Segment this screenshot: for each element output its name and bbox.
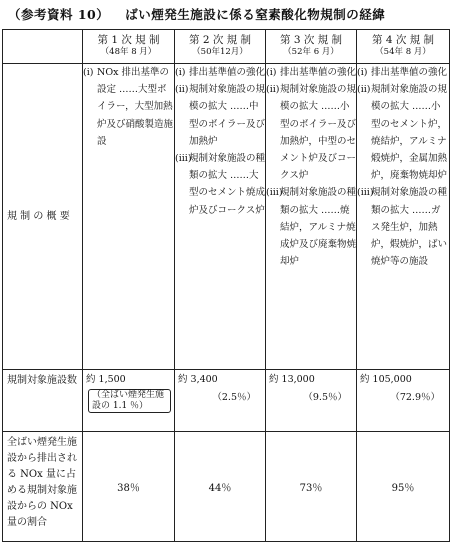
- overview-item: (i) 排出基準値の強化: [357, 67, 448, 78]
- overview-cell-4: [357, 64, 450, 370]
- column-header-3: 第 3 次 規 制 （52年 6 月）: [266, 30, 357, 64]
- column-header-2: 第 2 次 規 制 （50年12月）: [175, 30, 266, 64]
- title-prefix: （参考資料 10）: [8, 7, 110, 22]
- overview-item: (ii) 規制対象施設の規模の拡大 ……小型のセメント炉，焼結炉，アルミナ煅焼炉，金属加熱炉，廃棄物焼却炉: [357, 84, 448, 182]
- share-cell-1: 38％: [83, 432, 175, 542]
- overview-row: [3, 64, 450, 370]
- overview-cell-3: [266, 64, 357, 370]
- count-percent: （2.5％）: [212, 392, 256, 403]
- overview-item: (i) 排出基準値の強化: [175, 67, 266, 78]
- overview-item: (i) 排出基準値の強化: [266, 67, 357, 78]
- overview-item: (i) NOx 排出基準の設定 ……大型ボイラー，大型加熱炉及び硝酸製造施設: [83, 67, 174, 147]
- overview-item: (iii) 規制対象施設の種類の拡大 ……大型のセメント焼成炉及びコークス炉: [175, 153, 266, 216]
- overview-item: (iii) 規制対象施設の種類の拡大 ……ガス発生炉，加熱炉，煆焼炉，ばい焼炉等の施設: [357, 187, 448, 268]
- title-text: ばい煙発生施設に係る窒素酸化物規制の経緯: [125, 7, 386, 22]
- count-cell-2: [175, 370, 266, 432]
- overview-item: (ii) 規制対象施設の規模の拡大 ……中型のボイラー及び加熱炉: [175, 84, 266, 147]
- header-empty-cell: [3, 30, 83, 64]
- count-note: （全ばい煙発生施設の 1.1 ％）: [88, 389, 171, 413]
- count-cell-1: [83, 370, 175, 432]
- overview-item: (iii) 規制対象施設の種類の拡大 ……焼結炉，アルミナ焼成炉及び廃棄物焼却炉: [266, 187, 357, 268]
- overview-label: 規 制 の 概 要: [3, 64, 83, 370]
- count-value: 約 105,000: [360, 374, 412, 385]
- count-percent: （72.9％）: [390, 392, 440, 403]
- column-header-1: 第 1 次 規 制 （48年 8 月）: [83, 30, 175, 64]
- count-value: 約 1,500: [86, 374, 126, 385]
- overview-item: (ii) 規制対象施設の規模の拡大 ……小型のボイラー及び加熱炉，中型のセメント炉及びコークス炉: [266, 84, 357, 182]
- share-cell-3: 73％: [266, 432, 357, 542]
- share-row: [3, 432, 450, 542]
- count-label: 規制対象施設数: [3, 370, 83, 432]
- share-label: 全ばい煙発生施設から排出される NOx 量に占める規制対象施設からの NOx 量の割合: [3, 432, 83, 542]
- count-percent: （9.5％）: [303, 392, 347, 403]
- share-cell-4: 95％: [357, 432, 450, 542]
- overview-cell-1: [83, 64, 175, 370]
- count-cell-3: [266, 370, 357, 432]
- count-row: [3, 370, 450, 432]
- share-cell-2: 44％: [175, 432, 266, 542]
- regulation-history-table: [2, 29, 450, 542]
- overview-cell-2: [175, 64, 266, 370]
- document-title: [8, 5, 448, 23]
- count-value: 約 3,400: [178, 374, 218, 385]
- count-cell-4: [357, 370, 450, 432]
- column-header-4: 第 4 次 規 制 （54年 8 月）: [357, 30, 450, 64]
- header-row: [3, 30, 450, 64]
- count-value: 約 13,000: [269, 374, 315, 385]
